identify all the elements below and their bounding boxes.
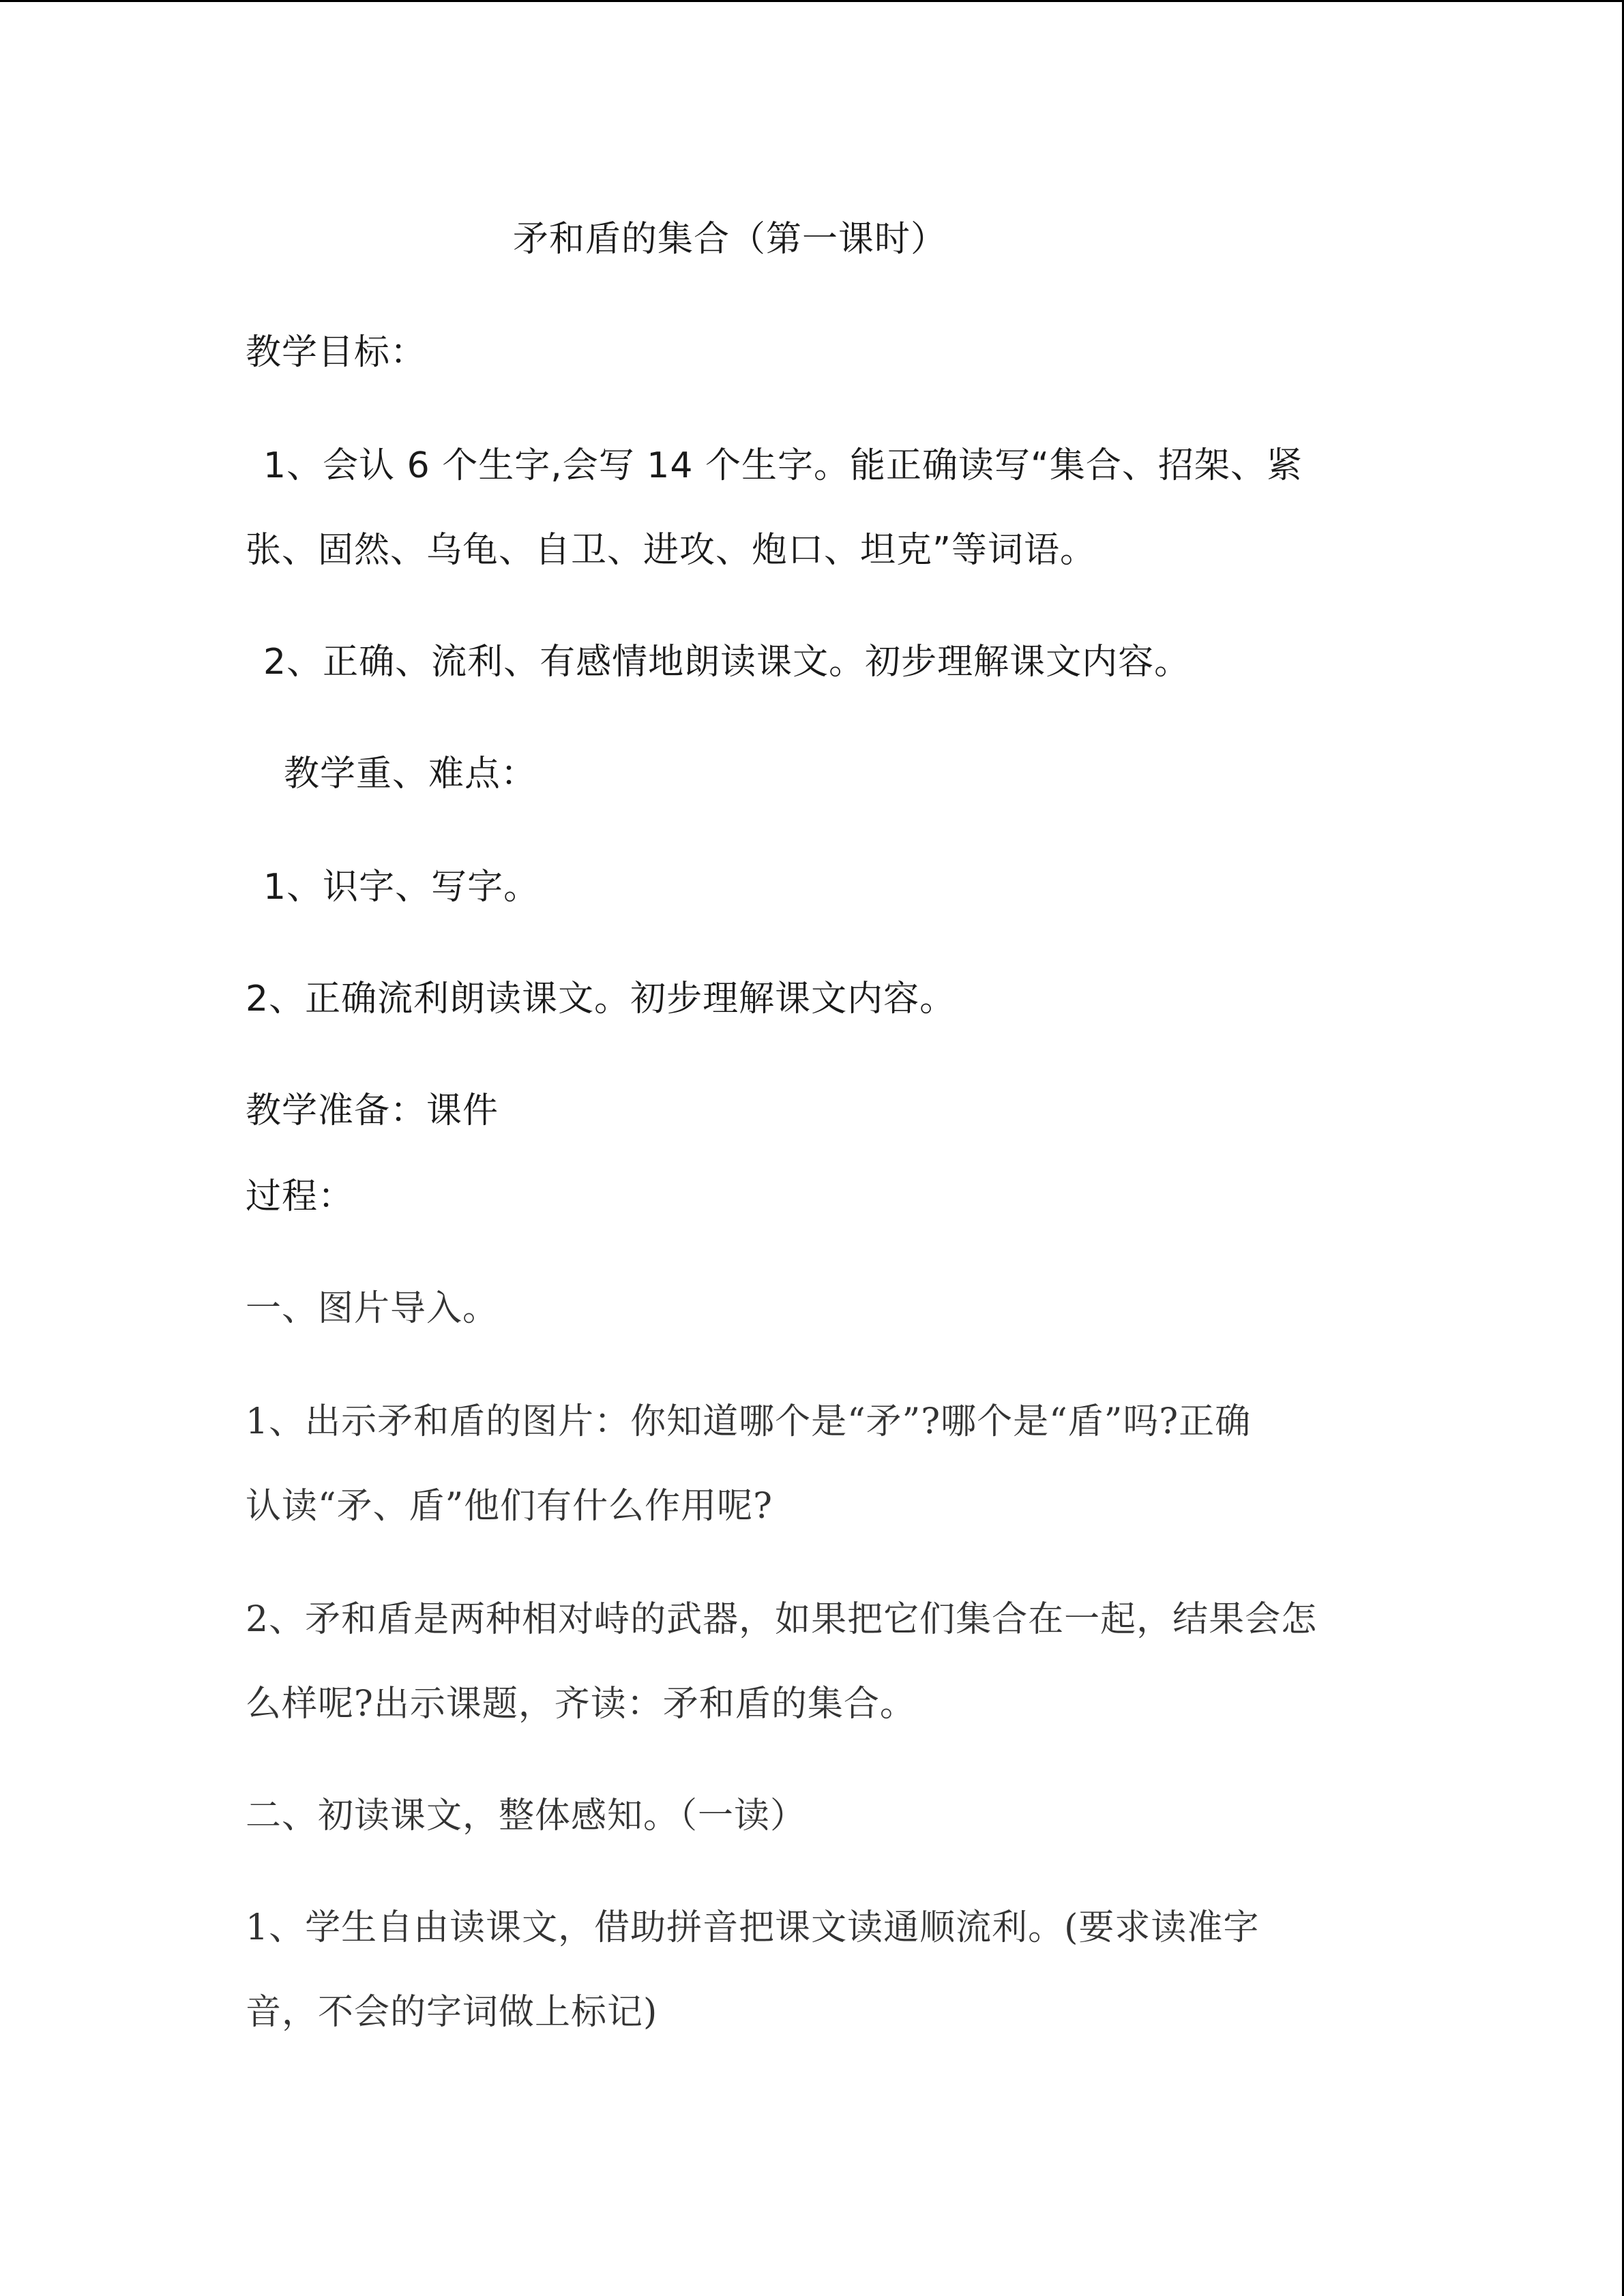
goals-heading: 教学目标： xyxy=(246,332,427,373)
key-points-heading: 教学重、难点： xyxy=(284,754,537,794)
goal-1-line-1: 1、会认 6 个生字,会写 14 个生字。能正确读写“集合、招架、紧 xyxy=(263,445,1303,486)
step-1-1-line-2: 认读“矛、盾”他们有什么作用呢? xyxy=(246,1486,773,1527)
goal-1-line-2: 张、固然、乌龟、自卫、进攻、炮口、坦克”等词语。 xyxy=(246,530,1096,571)
step-1-2-line-2: 么样呢?出示课题，齐读：矛和盾的集合。 xyxy=(246,1684,916,1725)
document-title: 矛和盾的集合（第一课时） xyxy=(513,219,947,260)
goal-2: 2、正确、流利、有感情地朗读课文。初步理解课文内容。 xyxy=(263,642,1191,683)
section-1-heading: 一、图片导入。 xyxy=(246,1288,499,1329)
step-2-1-line-1: 1、学生自由读课文，借助拼音把课文读通顺流利。(要求读准字 xyxy=(246,1907,1260,1948)
step-1-1-line-1: 1、出示矛和盾的图片：你知道哪个是“矛”?哪个是“盾”吗?正确 xyxy=(246,1401,1252,1442)
teaching-preparation: 教学准备：课件 xyxy=(246,1090,499,1131)
section-2-heading: 二、初读课文，整体感知。（一读） xyxy=(246,1795,807,1836)
step-2-1-line-2: 音，不会的字词做上标记) xyxy=(246,1992,658,2033)
key-point-2: 2、正确流利朗读课文。初步理解课文内容。 xyxy=(246,979,956,1019)
page-top-border xyxy=(0,0,1624,2)
process-heading: 过程： xyxy=(246,1176,355,1217)
step-1-2-line-1: 2、矛和盾是两种相对峙的武器，如果把它们集合在一起，结果会怎 xyxy=(246,1599,1318,1640)
key-point-1: 1、识字、写字。 xyxy=(263,867,540,908)
